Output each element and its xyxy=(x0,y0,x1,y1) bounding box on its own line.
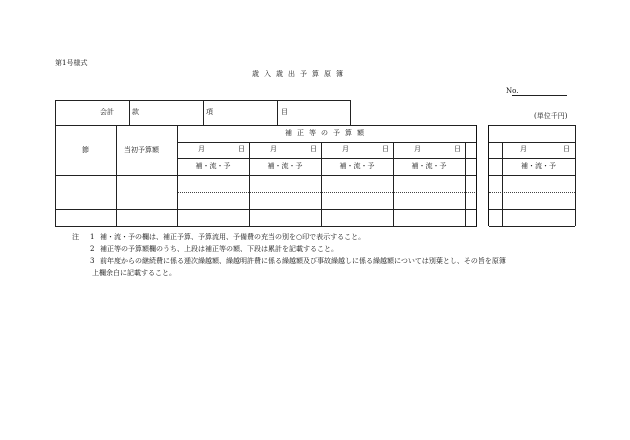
note-1-text: 補・流・予の欄は、補正予算、予算流用、予備費の充当の別を○印で表示すること。 xyxy=(100,233,366,241)
day-label: 日 xyxy=(382,145,389,153)
header-left-line xyxy=(55,100,56,126)
note-2-text: 補正等の予算額欄のうち、上段は補正等の額、下段は累計を記載すること。 xyxy=(100,245,338,253)
correction-type-label: 補・流・予 xyxy=(195,162,231,170)
correction-type-label: 補・流・予 xyxy=(267,162,303,170)
month-label: 月 xyxy=(198,145,205,153)
notes-label: 注 xyxy=(72,233,79,241)
correction-type-label: 補・流・予 xyxy=(339,162,375,170)
note-3-continuation: 上欄余白に記載すること。 xyxy=(92,269,176,277)
day-label: 日 xyxy=(310,145,317,153)
correction-header: 補正等の予算額 xyxy=(285,129,369,137)
header-kou: 項 xyxy=(206,108,213,116)
header-kaikei: 会計 xyxy=(100,108,114,116)
month-label: 月 xyxy=(520,145,527,153)
header-kan: 款 xyxy=(132,108,139,116)
unit-label: (単位千円) xyxy=(534,112,568,120)
left-break-line xyxy=(476,125,477,226)
dotted-divider xyxy=(177,192,477,193)
correction-type-label: 補・流・予 xyxy=(411,162,447,170)
note-2-num: 2 xyxy=(90,245,95,253)
day-label: 日 xyxy=(563,145,570,153)
form-number: 第1号様式 xyxy=(55,59,88,67)
setsu-label: 節 xyxy=(82,146,89,154)
no-underline xyxy=(512,95,567,96)
table-top-line xyxy=(55,125,477,126)
header-moku: 目 xyxy=(281,108,288,116)
document-title: 歳入歳出予算原簿 xyxy=(252,70,348,78)
month-label: 月 xyxy=(414,145,421,153)
month-label: 月 xyxy=(270,145,277,153)
note-1-num: 1 xyxy=(90,233,95,241)
initial-budget-label: 当初予算額 xyxy=(124,146,159,154)
day-label: 日 xyxy=(454,145,461,153)
no-label: No. xyxy=(506,87,519,95)
note-3-num: 3 xyxy=(90,257,95,265)
note-3-text: 前年度からの継続費に係る逓次繰越額、繰越明許費に係る繰越額及び事故繰越しに係る繰越額については別葉とし、その旨を原簿 xyxy=(100,257,506,265)
day-label: 日 xyxy=(238,145,245,153)
table-bottom-line xyxy=(55,226,477,227)
correction-type-label: 補・流・予 xyxy=(521,162,556,170)
month-label: 月 xyxy=(342,145,349,153)
